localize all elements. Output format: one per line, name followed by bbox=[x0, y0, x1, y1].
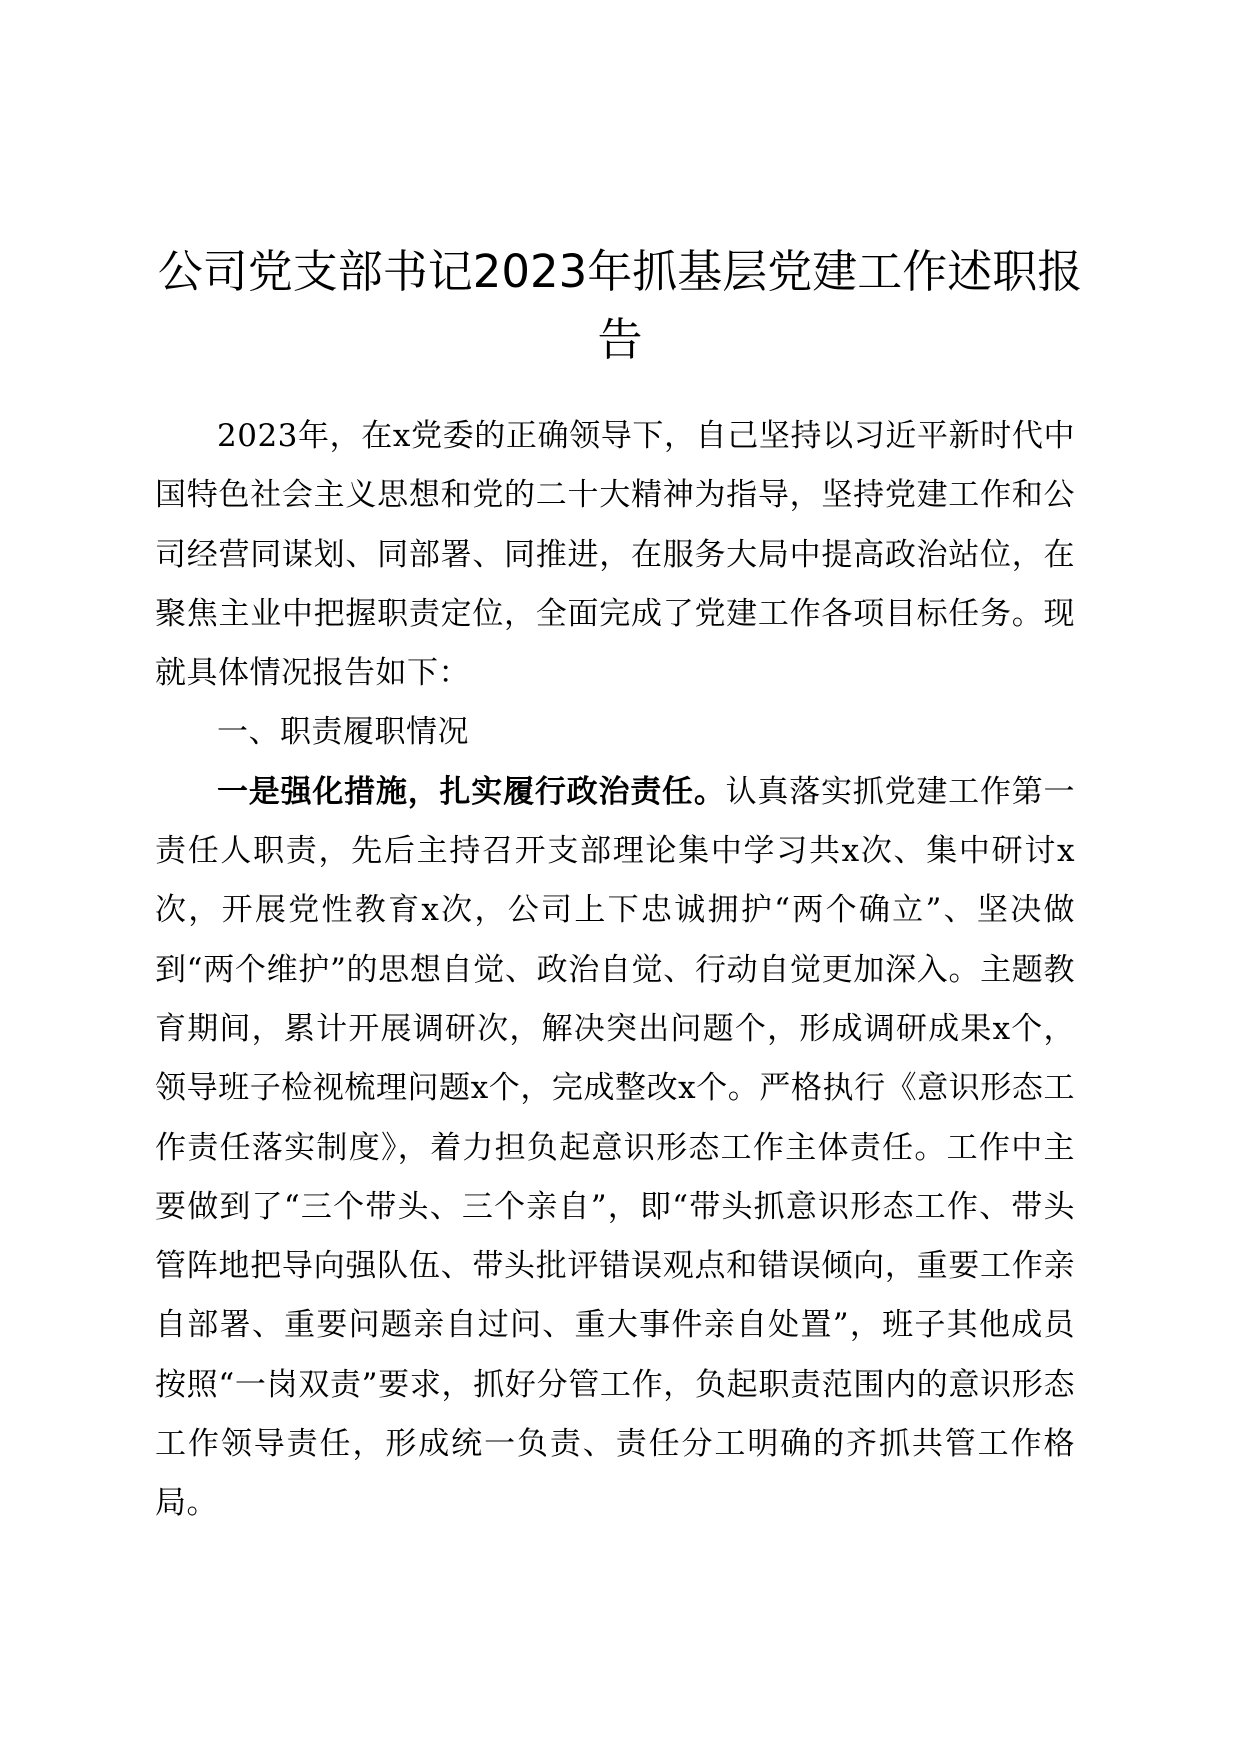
section-heading: 一、职责履职情况 bbox=[217, 714, 469, 751]
document-body bbox=[155, 407, 1075, 1534]
paragraph-lead: 一是强化措施，扎实履行政治责任。 bbox=[217, 773, 726, 810]
intro-paragraph: 2023年，在x党委的正确领导下，自己坚持以习近平新时代中国特色社会主义思想和党的二十大精神为指导，坚持党建工作和公司经营同谋划、同部署、同推进，在服务大局中提高政治站位，在聚焦主业中把握职责定位，全面完成了党建工作各项目标任务。现就具体情况报告如下： bbox=[155, 418, 1075, 692]
body-paragraph bbox=[155, 763, 1075, 1534]
document-title: 公司党支部书记2023年抓基层党建工作述职报告 bbox=[157, 245, 1083, 366]
paragraph-body: 认真落实抓党建工作第一责任人职责，先后主持召开支部理论集中学习共x次、集中研讨x次，开展党性教育x次，公司上下忠诚拥护“两个确立”、坚决做到“两个维护”的思想自觉、政治自觉、行动自觉更加深入。主题教育期间，累计开展调研次，解决突出问题个，形成调研成果x个，领导班子检视梳理问题x个，完成整改x个。严格执行《意识形态工作责任落实制度》，着力担负起意识形态工作主体责任。工作中主要做到了“三个带头、三个亲自”，即“带头抓意识形态工作、带头管阵地把导向强队伍、带头批评错误观点和错误倾向，重要工作亲自部署、重要问题亲自过问、重大事件亲自处置”，班子其他成员按照“一岗双责”要求，抓好分管工作，负起职责范围内的意识形态工作领导责任，形成统一负责、责任分工明确的齐抓共管工作格局。 bbox=[155, 773, 1076, 1522]
